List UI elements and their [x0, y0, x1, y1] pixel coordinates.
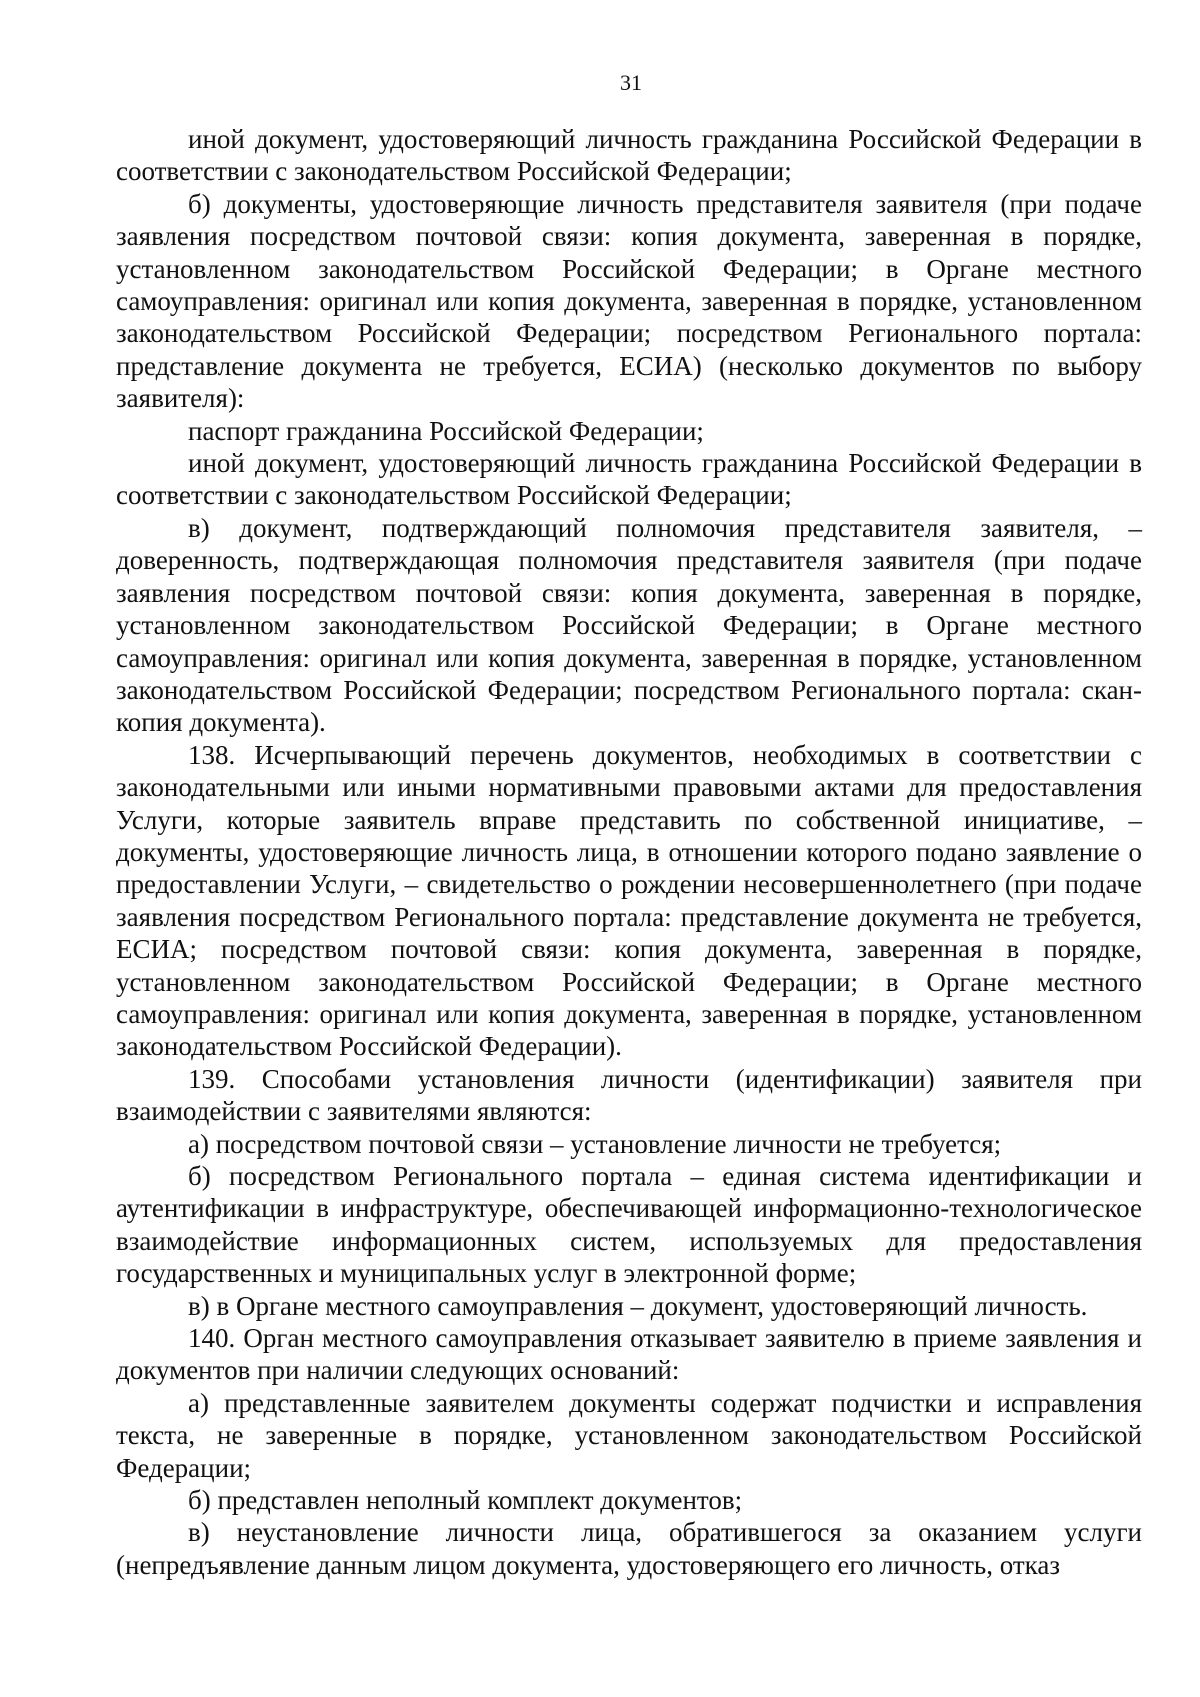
page-number: 31	[620, 70, 642, 95]
paragraph: в) в Органе местного самоуправления – документ, удостоверяющий личность.	[188, 1290, 1088, 1321]
paragraph: 139. Способами установления личности (идентификации) заявителя при взаимодействии с заявителями являются:	[116, 1063, 1142, 1127]
paragraph: 138. Исчерпывающий перечень документов, необходимых в соответствии с законодательными или иными нормативными правовыми актами для предоставления Услуги, которые заявитель вправе представить по собственной инициативе, – документы, удостоверяющие личность лица, в отношении которого подано заявление о предоставлении Услуги, – свидетельство о рождении несовершеннолетнего (при подаче заявления посредством Регионального портала: представление документа не требуется, ЕСИА; посредством почтовой связи: копия документа, заверенная в порядке, установленном законодательством Российской Федерации; в Органе местного самоуправления: оригинал или копия документа, заверенная в порядке, установленном законодательством Российской Федерации).	[116, 739, 1142, 1062]
paragraph: 140. Орган местного самоуправления отказывает заявителю в приеме заявления и документов при наличии следующих оснований:	[116, 1323, 1142, 1386]
paragraph: паспорт гражданина Российской Федерации;	[188, 415, 704, 446]
paragraph: б) документы, удостоверяющие личность представителя заявителя (при подаче заявления посредством почтовой связи: копия документа, заверенная в порядке, установленном законодательством Российской Федерации; в Органе местного самоуправления: оригинал или копия документа, заверенная в порядке, установленном законодательством Российской Федерации; посредством Регионального портала: представление документа не требуется, ЕСИА) (несколько документов по выбору заявителя):	[116, 188, 1142, 414]
paragraph: иной документ, удостоверяющий личность гражданина Российской Федерации в соответствии с законодательством Российской Федерации;	[116, 124, 1142, 187]
paragraph: а) посредством почтовой связи – установление личности не требуется;	[188, 1128, 1002, 1159]
paragraph: а) представленные заявителем документы содержат подчистки и исправления текста, не заверенные в порядке, установленном законодательством Российской Федерации;	[116, 1387, 1142, 1483]
paragraph: б) представлен неполный комплект документов;	[188, 1485, 743, 1516]
paragraph: б) посредством Регионального портала – единая система идентификации и аутентификации в инфраструктуре, обеспечивающей информационно-технологическое взаимодействие информационных систем, используемых для предоставления государственных и муниципальных услуг в электронной форме;	[116, 1161, 1142, 1289]
paragraph: иной документ, удостоверяющий личность гражданина Российской Федерации в соответствии с законодательством Российской Федерации;	[116, 448, 1142, 511]
paragraph: в) неустановление личности лица, обратившегося за оказанием услуги (непредъявление данным лицом документа, удостоверяющего его личность, отказ	[116, 1517, 1142, 1580]
page-body	[116, 123, 1142, 1581]
paragraph: в) документ, подтверждающий полномочия представителя заявителя, – доверенность, подтверждающая полномочия представителя заявителя (при подаче заявления посредством почтовой связи: копия документа, заверенная в порядке, установленном законодательством Российской Федерации; в Органе местного самоуправления: оригинал или копия документа, заверенная в порядке, установленном законодательством Российской Федерации; посредством Регионального портала: скан-копия документа).	[116, 512, 1142, 738]
